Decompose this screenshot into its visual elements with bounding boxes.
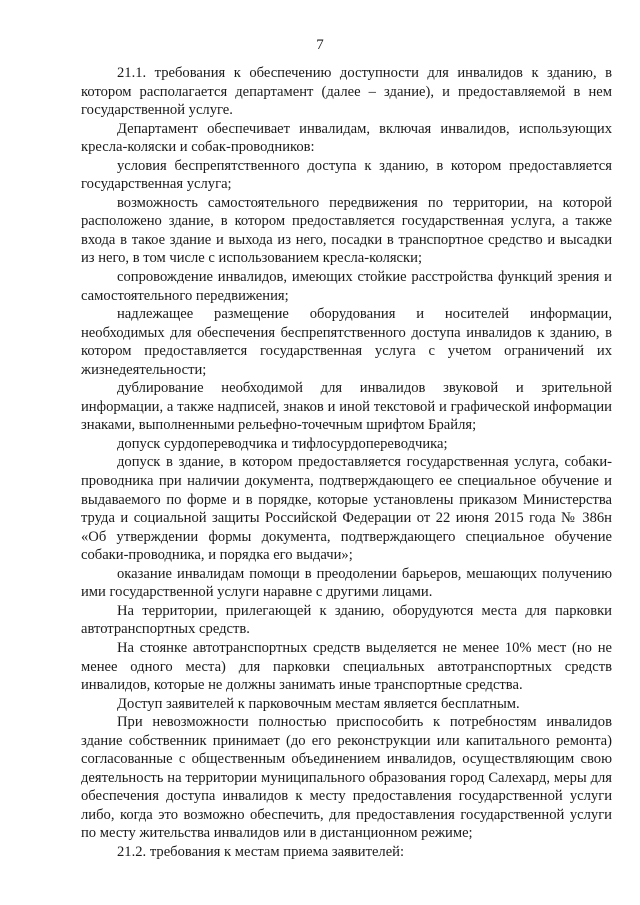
document-body <box>81 64 612 862</box>
section-21-1-heading: 21.1. требования к обеспечению доступности для инвалидов к зданию, в котором располагается департамент (далее – здание), и предоставляемой в нем государственной услуге. <box>81 65 612 119</box>
paragraph-free-parking: Доступ заявителей к парковочным местам является бесплатным. <box>117 695 520 712</box>
section-21-2-heading: 21.2. требования к местам приема заявителей: <box>117 843 405 860</box>
list-item-escort: сопровождение инвалидов, имеющих стойкие расстройства функций зрения и самостоятельного передвижения; <box>81 269 612 304</box>
list-item-information-duplication: дублирование необходимой для инвалидов звуковой и зрительной информации, а также надписей, знаков и иной текстовой и графической информации знаками, выполненными рельефно-точечным шрифтом Брайля; <box>81 380 612 434</box>
paragraph-owner-measures: При невозможности полностью приспособить к потребностям инвалидов здание собственник принимает (до его реконструкции или капитального ремонта) согласованные с общественным объединением инвалидов, осуществляющим свою деятельность на территории муниципального образования город Салехард, меры для обеспечения доступа инвалидов к месту предоставления государственной услуги либо, когда это возможно обеспечить, для предоставления государственной услуги по месту жительства инвалидов или в дистанционном режиме; <box>81 714 612 842</box>
list-item-sign-interpreter: допуск сурдопереводчика и тифлосурдопереводчика; <box>117 435 448 452</box>
paragraph-parking-quota: На стоянке автотранспортных средств выделяется не менее 10% мест (но не менее одного места) для парковки специальных автотранспортных средств инвалидов, которые не должны занимать иные транспортные средства. <box>81 639 612 694</box>
paragraph-parking-areas: На территории, прилегающей к зданию, оборудуются места для парковки автотранспортных средств. <box>81 602 612 638</box>
list-item-independent-movement: возможность самостоятельного передвижения по территории, на которой расположено здание, в котором предоставляется государственная услуга, а также входа в такое здание и выхода из него, посадки в транспортное средство и высадки из него, в том числе с использованием кресла-коляски; <box>81 194 612 267</box>
page-number: 7 <box>316 37 324 53</box>
list-item-unobstructed-access: условия беспрепятственного доступа к зданию, в котором предоставляется государственная услуга; <box>81 157 612 193</box>
list-item-equipment-placement: надлежащее размещение оборудования и носителей информации, необходимых для обеспечения беспрепятственного доступа инвалидов к зданию, в котором предоставляется государственная услуга с учетом ограничений их жизнедеятельности; <box>81 306 612 378</box>
department-obligations-intro: Департамент обеспечивает инвалидам, включая инвалидов, использующих кресла-коляски и собак-проводников: <box>81 120 612 156</box>
list-item-barrier-assistance: оказание инвалидам помощи в преодолении барьеров, мешающих получению ими государственной услуги наравне с другими лицами. <box>81 565 612 601</box>
list-item-guide-dog-admission: допуск в здание, в котором предоставляется государственная услуга, собаки-проводника при наличии документа, подтверждающего ее специальное обучение и выдаваемого по форме и в порядке, которые установлены приказом Министерства труда и социальной защиты Российской Федерации от 22 июня 2015 года № 386н «Об утверждении формы документа, подтверждающего специальное обучение собаки-проводника, и порядка его выдачи»; <box>81 454 612 564</box>
